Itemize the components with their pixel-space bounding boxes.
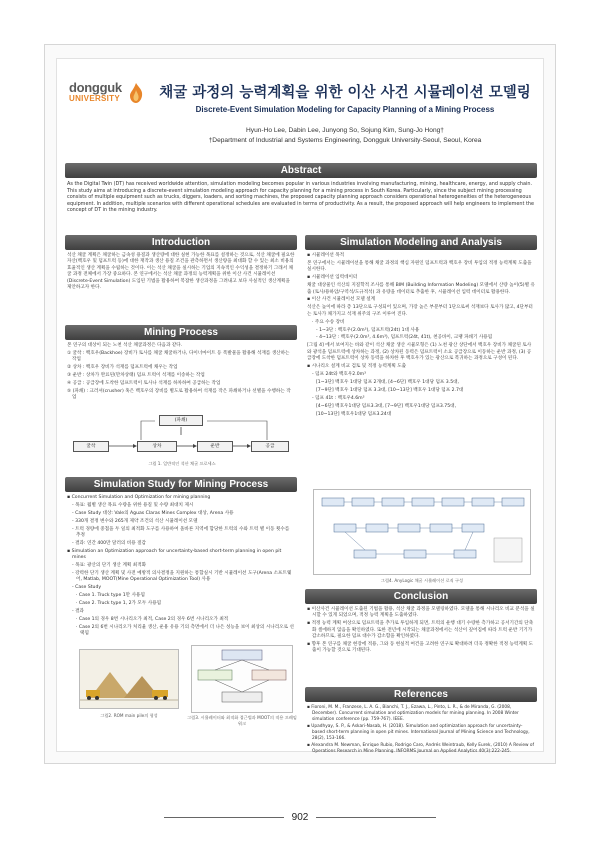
mining-step: ④ 공급 : 공급장에 도착한 덤프트럭이 토사나 석재를 하차하여 공급하는 작업: [67, 381, 221, 387]
reference-item: ▪ Upadhyay, S. P., & Askari-Nasab, H. (2018). Simulation and optimization approach for uncertainty-based short-term planning in open pit mines. International Journal of Mining Science and Technology, 28(2), 153-166.: [307, 724, 530, 742]
modeling-line: · 주요 수송 장비: [312, 319, 345, 325]
conclusion-text: [307, 607, 535, 683]
study-line: - 330개 결정 변수와 265개 제약 조건의 석산 시뮬레이션 모델: [72, 518, 198, 524]
modeling-line: [7~9단] 백호우 1대당 덤프 3.3대, [10~13단] 백호우 1대당 덤프 2.7대: [316, 387, 464, 393]
study-line: · Case 1. Truck type 1만 사용됨: [76, 593, 145, 599]
figure4-caption: 그림4. AnyLogic 채굴 시뮬레이션 로직 구성: [380, 578, 464, 583]
mining-process-heading: Mining Process: [65, 325, 297, 340]
study-line: - 결과: 연간 400만 달러의 비용 절감: [72, 540, 146, 546]
modeling-line: - 덤프 24t와 백호우2.0m³: [312, 372, 366, 377]
study-line: - 강력한 단기 생산 계획 및 사전 예방적 의사결정을 지원하는 통합실시 기반 시뮬레이션 도구(Arena 소프트웨어, Matlab, MOOT(Mine Operational Optimization Tool) 사용: [72, 571, 292, 583]
logo-flame-icon: [127, 82, 145, 104]
conclusion-line: ▪ 적정 능력 계획 여상으로 덤프트럭을 추가로 투입하게 되면, 트럭의 운행 대기 수량한 측가하고 공서기간의 단축화 셀에하지 않음을 확인하였다. 또한 전년에 시작되는 채굴과정에서는 석산이 깊어짐에 따라 트럭 운반 기기가 감소하므로, 필요한 덤프 대수가 감소함을 확인하였다.: [307, 621, 534, 640]
footer-rule-left: [164, 817, 284, 818]
mining-step: ③ 운반 : 상차가 완료된(만차상태) 덤프 트럭이 석재를 이송하는 작업: [67, 373, 205, 379]
figure3-framework-image: [191, 645, 293, 713]
modeling-line: ▪ 시뮬레이션 목적: [307, 253, 345, 258]
simulation-study-heading: Simulation Study for Mining Process: [65, 477, 297, 492]
title-english: Discrete-Event Simulation Modeling for Capacity Planning of a Mining Process: [195, 105, 495, 114]
footer-rule-right: [316, 817, 436, 818]
flow-step: 굴착: [73, 441, 109, 452]
mining-step: ① 굴착 : 백호우(Backhoe) 장비가 토사를 채굴 채굴하거나, 다이너마이트 등 폭발물을 활용해 석재를 생산하는 작업: [67, 350, 290, 363]
study-line: ▪ Simulation an Optimization approach for uncertainty-based short-term planning in open pit mines: [67, 548, 282, 561]
study-line: - 트럭 경량에 중첩을 두 일의 최적화 도구를 사용하여 올바른 지역에 합당한 트럭의 수와 트럭 별 이동 횟수를 추정: [72, 526, 290, 539]
rom-pile-illustration: [80, 650, 178, 708]
mining-step: ② 상차 : 백호우 장비가 석재를 덤프트럭에 채우는 작업: [67, 365, 178, 371]
study-line: - Case Study: [72, 585, 102, 591]
university-logo: [69, 79, 143, 113]
study-line: · Case 2. Truck type 1, 2가 모두 사용됨: [76, 601, 162, 607]
poster: [56, 58, 544, 755]
title-korean: 채굴 과정의 능력계획을 위한 이산 사건 시뮬레이션 모델링: [159, 85, 531, 101]
introduction-heading: Introduction: [65, 235, 297, 250]
logo-line2: UNIVERSITY: [69, 94, 121, 103]
modeling-line: [그림 4] 에서 보여지는 바와 같이 석산 채굴 생산 시뮬모형은 (1) 노천 광산 상단에서 백호우 장비가 채굴된 토사와 광석을 덤프트럭에 상차하는 과정, (2) 상차된 동력은 덤프트럭이 소요 공급장으로 이동하는 운반 과정, (3) 공급장에 도착한 덤프트럭이 상차 동력을 하차한 후 백호우가 있는 광산으로 복귀하는 과정으로 구성이 된다.: [307, 343, 532, 362]
page-number: 902: [291, 812, 309, 823]
modeling-line: - 1~3단 : 백호우(2.0m³), 덤프트럭(24t) 1대 사용: [316, 327, 420, 333]
study-line: ▪ Concurrent Simulation and Optimization for mining planning: [67, 495, 211, 500]
flow-step-crushing: (파쇄): [159, 415, 203, 426]
affiliation: †Department of Industrial and Systems Engineering, Dongguk University-Seoul, Seoul, Korea: [208, 137, 482, 144]
modeling-line: - 덤프 41t : 백호우4.6m³: [312, 395, 365, 401]
modeling-line: ▪ 시뮬레이션 입력데이터: [307, 275, 358, 281]
study-line: · Case 2의 6번 시나리오가 처리율 생산, 운용 유용 기의 측면에서 더 나은 성능을 보이 최상의 시나리오로 선택됨: [76, 624, 294, 637]
modeling-line: [4~6단] 백호우1대당 덤프3.3대, [7~9단] 백호우1대당 덤프3.75대,: [316, 403, 457, 409]
authors: Hyun-Ho Lee, Dabin Lee, Junyong So, Sojung Kim, Sung-Jo Hong†: [246, 127, 444, 134]
mining-flow-diagram: [71, 415, 293, 473]
conclusion-line: ▪ 향후 본 연구를 채굴 현장에 적용, 그와 동 현실적 여건을 고려한 연구로 확대하려 더욱 정확한 적정 능력계획 도출이 가능할 것으로 기대된다.: [307, 642, 534, 654]
references-list: [307, 705, 535, 755]
flow-step: 공급: [251, 441, 289, 452]
figure2-caption: 그림2. ROM main pile의 형성: [100, 713, 158, 718]
study-line: - 목표: 광산의 단기 생산 계획 최적화: [72, 563, 147, 569]
mining-process-text: [67, 343, 295, 411]
mining-process-intro: 본 연구의 대상이 되는 노천 석산 채굴과정은 다음과 같다.: [67, 343, 183, 348]
figure4-anylogic-image: [313, 489, 531, 575]
conclusion-line: ▪ 이산사건 시뮬레이션 도출된 기법을 활용, 석산 채굴 과정을 모델링하였다. 모델을 통해 시나리오 비교 분석을 실시할 수 있게 되었으며, 적정 능력 계획을 도출하였다.: [307, 607, 535, 619]
study-line: - 목표: 월별 생산 목표 수량을 위한 용질 및 수량 최대치 제시: [72, 502, 194, 508]
modeling-line: ▪ 이산 사건 시뮬레이션 모델 설계: [307, 297, 376, 303]
conclusion-heading: Conclusion: [305, 589, 537, 604]
logo-line1: dongguk: [69, 80, 122, 95]
abstract-text: As the Digital Twin (DT) has received worldwide attention, simulation modeling becomes popular in various industries involving manufacturing, mining, healthcare, energy, and supply chain. This study aims at introducing a discrete-event simulation modeling approach for capacity planning for a mining process in South Korea. Particularly, since the subject mining processing consists of multiple equipment such as trucks, diggers, loaders, and sorting machines, the proposed capacity planning approach considers operational heterogeneities of the heterogeneous equipment. In addition, multiple scenarios with different operational schedules are evaluated in terms of productivity. As a result, the proposed approach will help engineers to implement the concept of DT in the mining industry.: [67, 181, 535, 214]
modeling-line: ▪ 시나리오 설계 비교 검토 및 적정 능력계획 도출: [307, 364, 407, 370]
modeling-line: [1~3단] 백호우 1대당 덤프 2개대, [4~6단] 백호우 1대당 덤프 3.5대,: [316, 379, 460, 385]
poster-header: [57, 59, 545, 167]
modeling-line: [10~13단] 백호우1대당 덤프3.24대: [316, 411, 392, 417]
modeling-line: 석산은 높이에 따라 층 13단으로 구성되어 있으며, 가장 높은 부분부터 1단으로써 석재보다 토사가 많고, 4단부터는 토사가 채가지고 석재 위주의 구조 이루어 진다.: [307, 305, 533, 317]
introduction-text: 석산 채굴 계획은 채굴하는 금속성 용질과 생산량에 대한 실현 가능한 목표를 설정하는 것으로, 석산 채굴에 필요한 자산(백호우 및 덤프트럭 등)에 대한 재작과 생산 용질 조건을 관측하면서 생산량을 최대화 할 수 있는 최소 비용의 효율적인 생산 계획을 수립하는 것이다. 이는 석산 채굴을 실시하는 기업의 지속적인 수익성을 결정하기 그래서 채굴 과정 전체에서 가장 중요하다. 본 연구에서는 석산 채굴 과정의 능력계획을 위한 이산 사건 시뮬레이션(Discrete-Event Simulation) 도입된 기법을 활용하여 복잡한 생산과정을 그려내고 보다 사실적인 생산계획을 제안하고자 한다.: [67, 253, 295, 291]
flow-step: 운반: [197, 441, 233, 452]
reference-item: ▪ Alexandra M. Newman, Enrique Rubio, Rodrigo Caro, Andrés Weintraub, Kelly Eurek, (2010) A Review of Operations Research in Mine Planning. INFORMS Journal on Applied Analytics 40(3):222-245.: [307, 743, 535, 755]
study-line: - Case Study 대상: Vale의 Aguas Claras Mines Complex 대상, Arena 사용: [72, 510, 234, 516]
page-number-footer: [0, 812, 600, 823]
modeling-line: 본 연구에서는 시뮬레이션을 통해 채굴 과정의 핵심 자원인 덤프트럭과 백호우 장비 투입의 적정 능력계획 도출을 실시한다.: [307, 260, 532, 273]
flow-step: 상차: [137, 441, 177, 452]
study-line: - 결과: [72, 609, 84, 615]
abstract-heading: Abstract: [65, 163, 537, 178]
reference-item: ▪ Fioroni, M. M., Franzese, L. A. G., Bianchi, T. J., Ezawa, L., Pinto, L. R., & de Miranda, G. (2008, December). Concurrent simulation and optimization models for mining planning. In 2008 Winter simulation conference (pp. 759-767). IEEE.: [307, 705, 519, 722]
figure1-caption: 그림 1. 일반적인 석산 채굴 프로세스: [148, 461, 216, 466]
simulation-study-text: [67, 495, 295, 643]
modeling-line: - 4~13단 : 백호우(2.0m³, 4.6m³), 덤프트럭(24t, 41t), 천공바이, 크랭 파쇄기 사용됨: [316, 335, 493, 341]
anylogic-logic-diagram: [314, 490, 530, 574]
moot-framework-diagram: [192, 646, 292, 712]
figure2-rom-pile-image: [79, 649, 179, 709]
figure3-caption: 그림3. 시뮬레이터와 최적화 접근법과 MOOT의 적용 프레임워크: [187, 715, 297, 726]
references-heading: References: [305, 687, 537, 702]
modeling-line: 채굴 대상물인 석산의 지질학적 조사를 통해 BIM (Building Information Modeling) 모델에서 산량 높이(5)별 유출 (토사/용하암/구역석/도규적석) 과 유량을 데이터로 추출한 후, 시뮬레이션 입력 데이터로 활용한다.: [307, 283, 535, 295]
modeling-heading: Simulation Modeling and Analysis: [305, 235, 537, 250]
modeling-text: [307, 253, 535, 485]
mining-step: ⑤ (파쇄) : 크러셔(crusher) 혹은 백호우의 장비를 별도로 활용하여 석재를 작은 파쇄하거나 선별을 수행하는 작업: [67, 388, 291, 401]
study-line: · Case 1의 경우 8번 시나리오가 최적, Case 2의 경우 6번 시나리오가 최적: [76, 617, 229, 622]
